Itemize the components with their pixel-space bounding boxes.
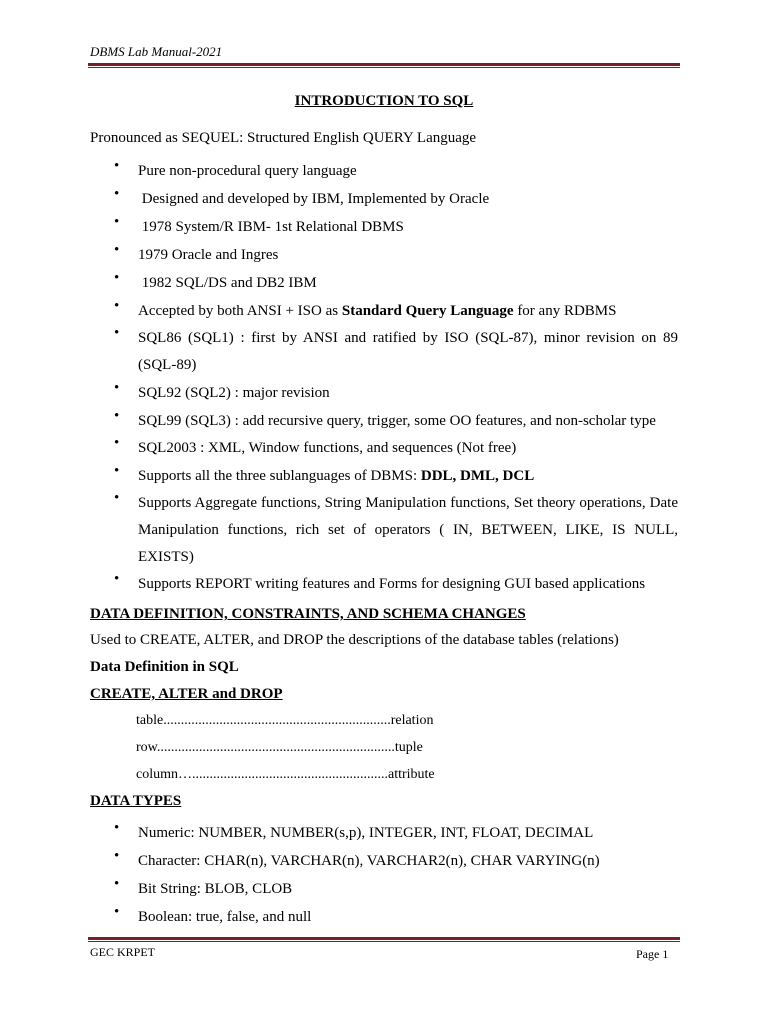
bullet-icon: • xyxy=(114,571,120,587)
mapping-row: table.................................................................relation xyxy=(136,713,434,728)
bullet-icon: • xyxy=(114,186,120,202)
bullet-icon: • xyxy=(114,463,120,479)
bullet-icon: • xyxy=(114,848,120,864)
bold-term: Standard Query Language xyxy=(341,303,514,319)
bullet-icon: • xyxy=(114,876,120,892)
section-text: Used to CREATE, ALTER, and DROP the descriptions of the database tables (relations) xyxy=(90,632,619,648)
page-title: INTRODUCTION TO SQL xyxy=(294,93,474,109)
bullet-icon: • xyxy=(114,435,120,451)
document-page: DBMS Lab Manual-2021 INTRODUCTION TO SQL Pronounced as SEQUEL: Structured English QUERY Language • Pure non-procedural query language • Designed and developed by IBM, Implemented by Oracle • 1978 System/R IBM- 1st Relational DBMS • 1979 Oracle and Ingres • 1982 SQL/DS and DB2 IBM • Accepted by both ANSI + ISO as Standard Query Language for any RDBMS • SQL86 (SQL1) : first by ANSI and ratified by ISO (SQL-87), minor revision on 89 (SQL-89) • SQL92 (SQL2) : major revision • SQL99 (SQL3) : add recursive query, trigger, some OO features, and non-scholar type • SQL2003 : XML, Window functions, and sequences (Not free) • Supports all the three sublanguages of DBMS: DDL, DML, DCL • Supports Aggregate functions, String Manipulation functions, Set theory operations, Date Manipulation functions, rich set of operators ( IN, BETWEEN, LIKE, IS NULL, EXISTS) • Supports REPORT writing features and Forms for designing GUI based applications DATA DEFINITION, CONSTRAINTS, AND SCHEMA CHANGES Used to CREATE, ALTER, and DROP the descriptions of the database tables (relations) Data Definition in SQL CREATE, ALTER and DROP table.................................................................relation row....................................................................tuple column…........................................................attribute DATA TYPES • Numeric: NUMBER, NUMBER(s,p), INTEGER, INT, FLOAT, DECIMAL • Character: CHAR(n), VARCHAR(n), VARCHAR2(n), CHAR VARYING(n) • Bit String: BLOB, CLOB • Boolean: true, false, and null GEC KRPET Page 1 xyxy=(0,0,768,1024)
bullet-icon: • xyxy=(114,490,120,506)
bullet-icon: • xyxy=(114,408,120,424)
bullet-icon: • xyxy=(114,904,120,920)
bullet-icon: • xyxy=(114,214,120,230)
footer-rule xyxy=(88,937,680,942)
section-heading: DATA TYPES xyxy=(90,793,182,809)
subheading: Data Definition in SQL xyxy=(90,659,239,675)
mapping-row: row....................................................................tuple xyxy=(136,740,423,755)
running-header: DBMS Lab Manual-2021 xyxy=(90,44,223,59)
bullet-icon: • xyxy=(114,820,120,836)
page-number: Page 1 xyxy=(636,947,669,961)
section-heading: DATA DEFINITION, CONSTRAINTS, AND SCHEMA CHANGES xyxy=(90,606,526,622)
bullet-icon: • xyxy=(114,325,120,341)
mapping-row: column…........................................................attribute xyxy=(136,767,435,782)
bullet-icon: • xyxy=(114,158,120,174)
header-rule xyxy=(88,63,680,68)
bullet-icon: • xyxy=(114,380,120,396)
bullet-icon: • xyxy=(114,270,120,286)
footer-institution: GEC KRPET xyxy=(90,945,156,959)
bold-term: DDL, DML, DCL xyxy=(420,468,535,484)
bullet-icon: • xyxy=(114,242,120,258)
subheading-underlined: CREATE, ALTER and DROP xyxy=(90,686,283,702)
intro-text: Pronounced as SEQUEL: Structured English QUERY Language xyxy=(90,130,477,146)
bullet-icon: • xyxy=(114,298,120,314)
